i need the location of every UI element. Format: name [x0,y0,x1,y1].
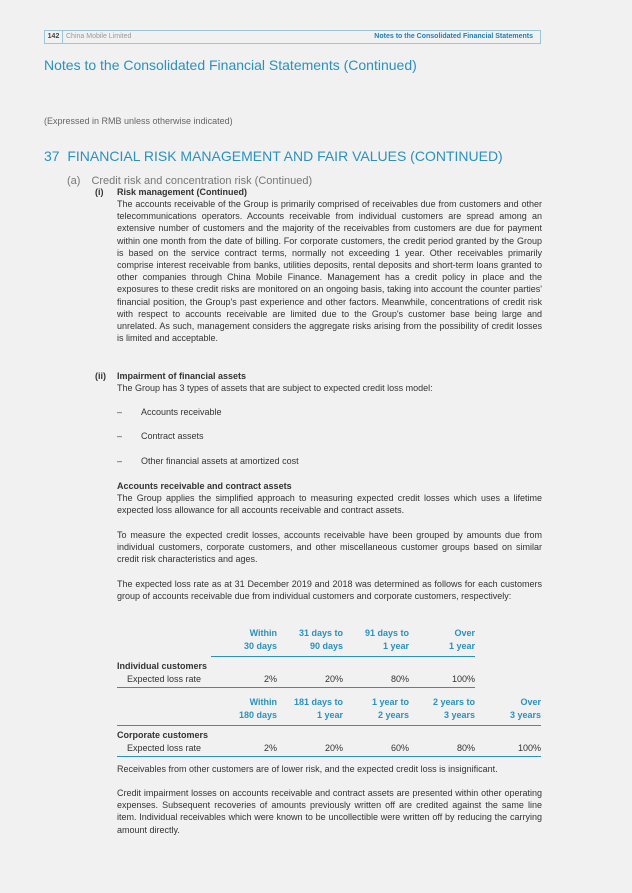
paragraph: The Group applies the simplified approach to measuring expected credit losses which uses a lifetime expected loss allowance for all accounts receivable and contract assets. [117,493,542,516]
table-row [117,673,475,688]
dash: – [117,407,123,417]
cell: 60% [343,742,409,757]
list-item-text: Accounts receivable [141,407,222,417]
corporate-loss-table [117,696,541,757]
paragraph: The expected loss rate as at 31 December 2019 and 2018 was determined as follows for each customers group of accounts receivable due from individual customers and corporate customers, respectively: [117,579,542,602]
part-ii-heading: Impairment of financial assets [117,371,247,381]
currency-note: (Expressed in RMB unless otherwise indicated) [44,116,233,126]
list-item-text: Other financial assets at amortized cost [141,456,299,466]
paragraph: To measure the expected credit losses, accounts receivable have been grouped by amounts due from individual customers, corporate customers, and other miscellaneous customer groups based on similar credit risk characteristics and ages. [117,530,542,565]
row-label: Expected loss rate [117,742,211,757]
section-number: 37 [44,148,60,164]
group-label: Individual customers [117,661,208,671]
cell: 100% [475,742,541,757]
list-item-text: Contract assets [141,431,204,441]
col-header: Over 3 years [475,696,541,726]
group-label: Corporate customers [117,730,209,740]
table-row [117,742,541,757]
part-i-number: (i) [95,187,104,197]
cell: 2% [211,742,277,757]
cell: 80% [343,673,409,688]
section-title: FINANCIAL RISK MANAGEMENT AND FAIR VALUES (CONTINUED) [67,148,503,164]
part-ii-number: (ii) [95,371,106,381]
row-label: Expected loss rate [117,673,211,688]
cell: 20% [277,742,343,757]
col-header: 91 days to 1 year [343,627,409,657]
list-item [117,407,222,417]
paragraph: Credit impairment losses on accounts receivable and contract assets are presented within other operating expenses. Subsequent recoveries of amounts previously written off are credited against the same line item. Individual receivables which were known to be uncollectible were written off by reducing the carrying amount directly. [117,788,542,835]
company-name: China Mobile Limited [66,33,132,40]
dash: – [117,456,123,466]
cell: 2% [211,673,277,688]
col-header: 1 year to 2 years [343,696,409,726]
part-i-text: The accounts receivable of the Group is primarily comprised of receivables due from customers and other telecommunications operators. Accounts receivable from individual customers are spread among an extensive number of customers and the majority of the receivables from customers are due for payment within one month from the date of billing. For corporate customers, the credit period granted by the Group is based on the service contract terms, normally not exceeding 1 year. Other receivables primarily comprise interest receivable from banks, utilities deposits, rental deposits and short-term loans granted to other companies through China Mobile Finance. Management has a credit policy in place and the exposures to these credit risks are monitored on an ongoing basis, taking into account the counter parties' financial position, the Group's past experience and other factors. Meanwhile, concentrations of credit risk with respect to accounts receivable are limited due to the Group's customer base being large and unrelated. As such, management considers the aggregate risks arising from the possibility of credit losses is limited and acceptable. [117,199,542,344]
col-header: Within 180 days [211,696,277,726]
dash: – [117,431,123,441]
col-header: 31 days to 90 days [277,627,343,657]
cell: 20% [277,673,343,688]
subsection-heading: (a) Credit risk and concentration risk (Continued) [67,175,313,187]
page-header [44,30,541,44]
subheading: Accounts receivable and contract assets [117,481,292,491]
col-header: Over 1 year [409,627,475,657]
individual-loss-table [117,627,475,688]
list-item [117,431,204,441]
list-item [117,456,299,466]
part-i-heading: Risk management (Continued) [117,187,248,197]
page-number: 142 [45,31,63,43]
col-header: 2 years to 3 years [409,696,475,726]
col-header: Within 30 days [211,627,277,657]
section-heading [44,148,503,164]
col-header: 181 days to 1 year [277,696,343,726]
cell: 100% [409,673,475,688]
header-section: Notes to the Consolidated Financial Statements [374,33,533,40]
page-title: Notes to the Consolidated Financial Statements (Continued) [44,57,417,73]
part-ii-intro: The Group has 3 types of assets that are subject to expected credit loss model: [117,383,433,393]
cell: 80% [409,742,475,757]
paragraph: Receivables from other customers are of lower risk, and the expected credit loss is insignificant. [117,764,498,774]
